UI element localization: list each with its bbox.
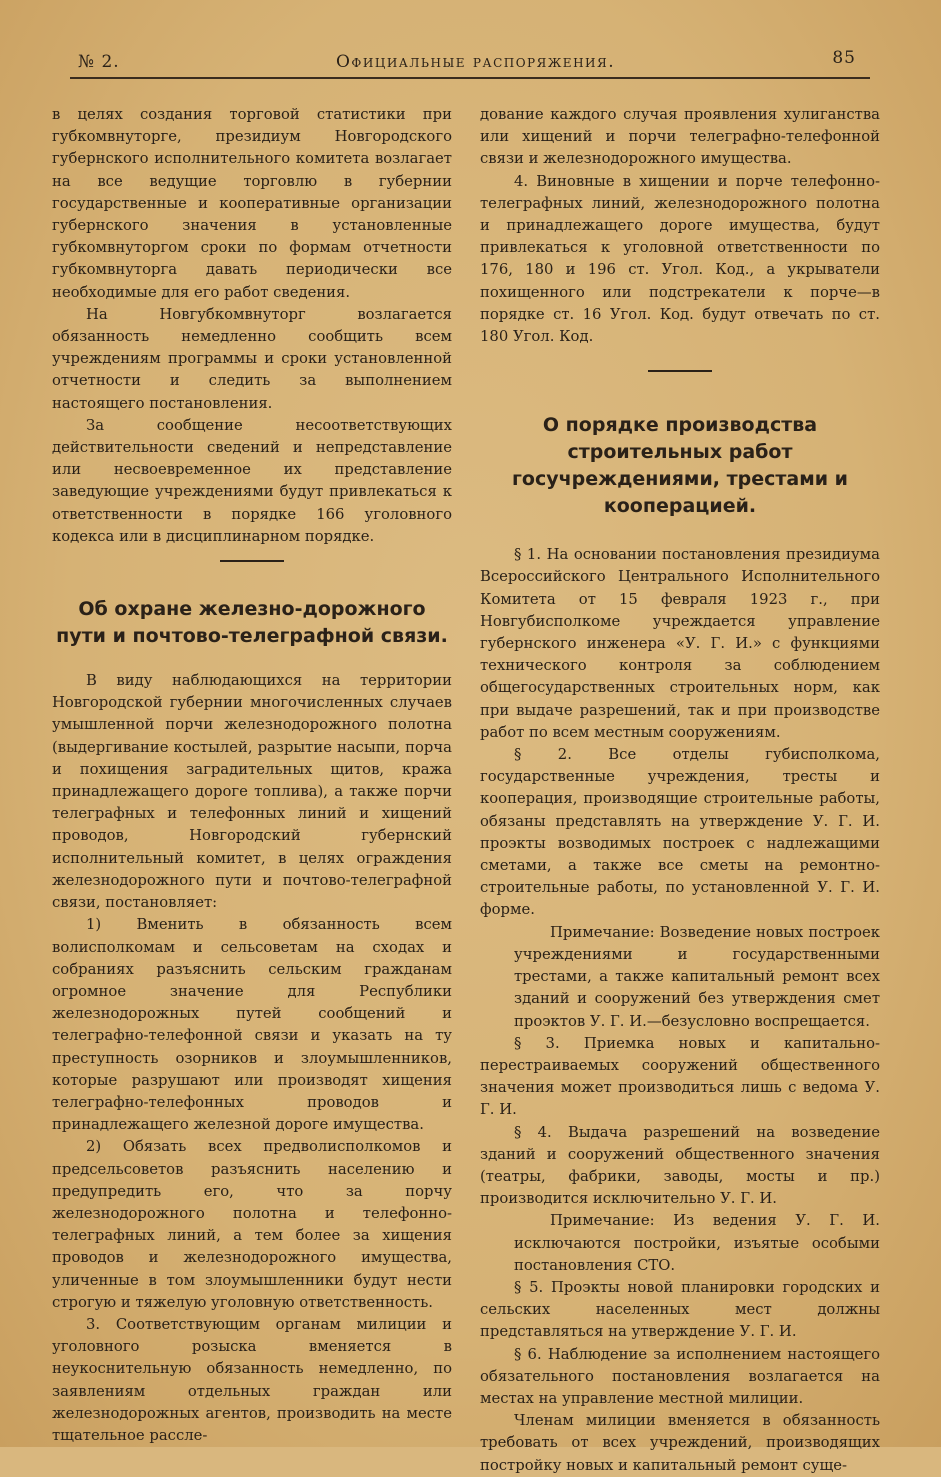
page-number: 85 bbox=[832, 48, 856, 68]
left-paragraph-2: На Новгубкомвнуторг возлагается обязанность немедленно сообщить всем учреждениям программы и сроки установленной отчетности и следить за выполнением настоящего постановления. bbox=[52, 305, 452, 412]
right-paragraph-2: 4. Виновные в хищении и порче телефонно-телеграфных линий, железнодорожного полотна и принадлежащего дороге имущества, будут привлекаться к уголовной ответственности по 176, 180 и 196 ст. Угол. Код., а укрыватели похищенного или подстрекатели к порче—в порядке ст. 16 Угол. Код. будут отвечать по ст. 180 Угол. Код. bbox=[480, 172, 880, 346]
page-header bbox=[70, 46, 870, 76]
right-paragraph-7: § 5. Проэкты новой планировки городских и сельских населенных мест должны представляться на утверждение У. Г. И. bbox=[480, 1278, 880, 1341]
right-paragraph-1: дование каждого случая проявления хулиганства или хищений и порчи телеграфно-телефонной связи и железнодорожного имущества. bbox=[480, 106, 880, 168]
section-divider bbox=[648, 370, 712, 372]
left-paragraph-5: 1) Вменить в обязанность всем волисполкомам и сельсоветам на сходах и собраниях разъяснить сельским гражданам огромное значение для Республики железнодорожных путей сообщений и телеграфно-телефонной связи и указать на ту преступность озорников и злоумышленников, которые разрушают или производят хищения телеграфно-телефонных проводов и принадлежащего железной дороге имущества. bbox=[52, 916, 452, 1134]
left-paragraph-1: в целях создания торговой статистики при губкомвнуторге, президиум Новгородского губернского исполнительного комитета возлагает на все ведущие торговлю в губернии государственные и кооперативные организации губернского значения в установленные губкомвнуторгом сроки по формам отчетности губкомвнуторга давать периодически все необходимые для его работ сведения. bbox=[52, 106, 452, 301]
right-paragraph-9: Членам милиции вменяется в обязанность требовать от всех учреждений, производящих постройку новых и капитальный ремонт суще- bbox=[480, 1412, 880, 1474]
right-paragraph-8: § 6. Наблюдение за исполнением настоящего обязательного постановления возлагается на местах на управление местной милиции. bbox=[480, 1345, 880, 1407]
article-heading-construction: О порядке производства строительных работ госучреждениями, трестами и кооперацией. bbox=[512, 414, 848, 518]
right-paragraph-6: § 4. Выдача разрешений на возведение зданий и сооружений общественного значения (театры, фабрики, заводы, мосты и пр.) производится исключительно У. Г. И. bbox=[480, 1123, 880, 1208]
left-paragraph-7: 3. Соответствующим органам милиции и уголовного розыска вменяется в неукоснительную обязанность немедленно, по заявлениям отдельных граждан или железнодорожных агентов, производить на месте тщательное рассле- bbox=[52, 1315, 452, 1444]
right-paragraph-3: § 1. На основании постановления президиума Всероссийского Центрального Исполнительного Комитета от 15 февраля 1923 г., при Новгубисполкоме учреждается управление губернского инженера «У. Г. И.» с функциями технического контроля за соблюдением общегосударственных строительных норм, как при выдаче разрешений, так и при производстве работ по всем местным сооружениям. bbox=[480, 546, 880, 741]
header-rule bbox=[70, 77, 870, 79]
right-paragraph-4: § 2. Все отделы губисполкома, государственные учреждения, тресты и кооперация, производящие строительные работы, обязаны представлять на утверждение У. Г. И. проэкты возводимых построек с надлежащими сметами, а также все сметы на ремонтно-строительные работы, по установленной У. Г. И. форме. bbox=[480, 746, 880, 919]
section-divider bbox=[220, 560, 284, 562]
section-title: Официальные распоряжения. bbox=[336, 52, 616, 72]
issue-number: № 2. bbox=[78, 52, 120, 72]
left-paragraph-4: В виду наблюдающихся на территории Новгородской губернии многочисленных случаев умышленной порчи железнодорожного полотна (выдергивание костылей, разрытие насыпи, порча и похищения заградительных щитов, кража принадлежащего дороге топлива), а также порчи телеграфных и телефонных линий и хищений проводов, Новгородский губернский исполнительный комитет, в целях ограждения железнодорожного пути и почтово-телеграфной связи, постановляет: bbox=[52, 672, 452, 912]
article-heading-railway: Об охране железно-дорожного пути и почтово-телеграфной связи. bbox=[56, 598, 448, 648]
right-paragraph-5: § 3. Приемка новых и капитально-перестраиваемых сооружений общественного значения может производиться лишь с ведома У. Г. И. bbox=[480, 1034, 880, 1119]
left-paragraph-3: За сообщение несоответствующих действительности сведений и непредставление или несвоевременное их представление заведующие учреждениями будут привлекаться к ответственности в порядке 166 уголовного кодекса или в дисциплинарном порядке. bbox=[52, 416, 452, 545]
left-column bbox=[52, 104, 452, 1447]
right-column bbox=[480, 104, 880, 1477]
note-paragraph-2: Примечание: Из ведения У. Г. И. исключаются постройки, изъятые особыми постановления СТО. bbox=[514, 1212, 880, 1274]
left-paragraph-6: 2) Обязать всех предволисполкомов и предсельсоветов разъяснить населению и предупредить его, что за порчу железнодорожного полотна и телефонно-телеграфных линий, а тем более за хищения проводов и железнодорожного имущества, уличенные в том злоумышленники будут нести строгую и тяжелую уголовную ответственность. bbox=[52, 1138, 452, 1311]
note-paragraph-1: Примечание: Возведение новых построек учреждениями и государственными трестами, а также капитальный ремонт всех зданий и сооружений без утверждения смет проэктов У. Г. И.—безусловно воспрещается. bbox=[514, 923, 880, 1030]
